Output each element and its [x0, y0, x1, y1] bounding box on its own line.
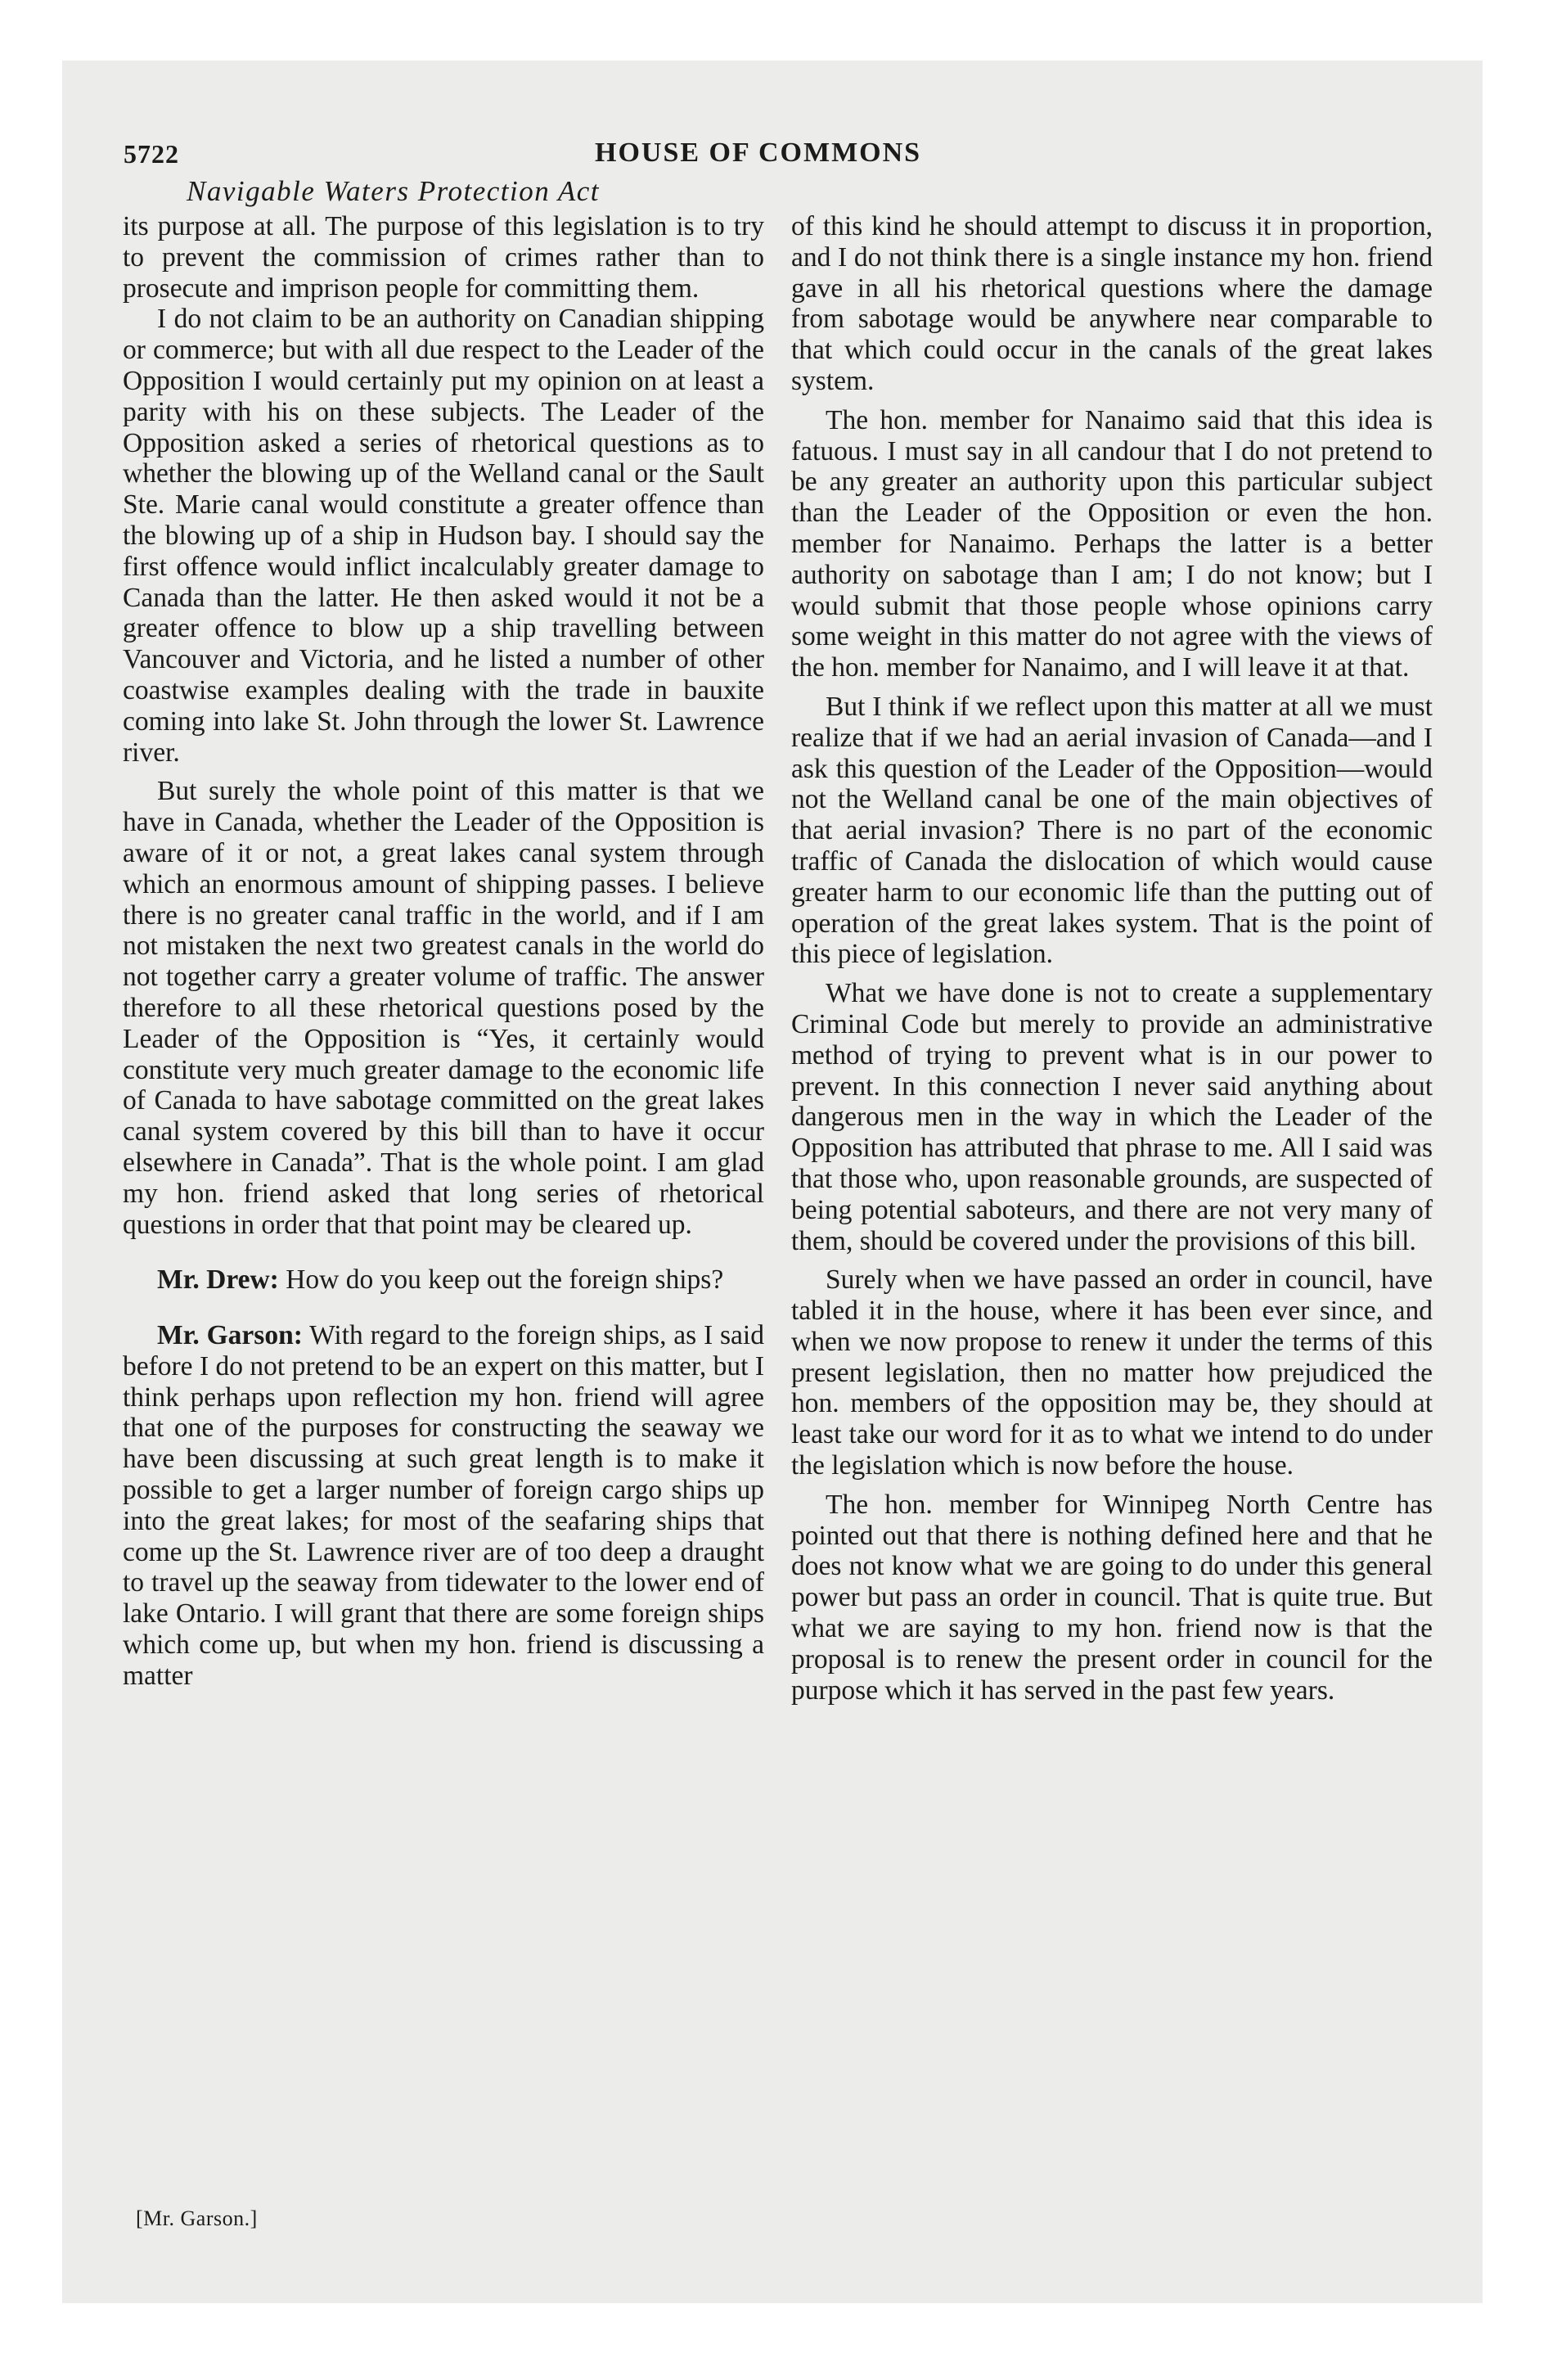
- page-title: HOUSE OF COMMONS: [595, 137, 922, 168]
- speech-text: With regard to the foreign ships, as I said before I do not pretend to be an expert on this matter, but I think perhaps upon reflection my hon. friend will agree that one of the purposes for constructing the seaway we have been discussing at such great length is to make it possible to get a larger number of foreign cargo ships up into the great lakes; for most of the seafaring ships that come up the St. Lawrence river are of too deep a draught to travel up the seaway from tidewater to the lower end of lake Ontario. I will grant that there are some foreign ships which come up, but when my hon. friend is discussing a matter: [123, 1320, 764, 1691]
- speaker-name: Mr. Drew:: [157, 1264, 279, 1296]
- paragraph: The hon. member for Winnipeg North Centre has pointed out that there is nothing defined here and that he does not know what we are going to do under this general power but pass an order in council. That is quite true. But what we are saying to my hon. friend now is that the proposal is to renew the present order in council for the purpose which it has served in the past few years.: [791, 1489, 1433, 1706]
- page-header: [124, 129, 1433, 178]
- paragraph: But I think if we reflect upon this matter at all we must realize that if we had an aerial invasion of Canada—and I ask this question of the Leader of the Opposition—would not the Welland canal be one of the main objectives of that aerial invasion? There is no part of the economic traffic of Canada the dislocation of which would cause greater harm to our economic life than the putting out of operation of the great lakes system. That is the point of this piece of legislation.: [791, 691, 1433, 970]
- right-column: [791, 211, 1433, 1706]
- paragraph: its purpose at all. The purpose of this legislation is to try to prevent the commission of crimes rather than to prosecute and imprison people for committing them.: [123, 211, 764, 304]
- paragraph: of this kind he should attempt to discuss it in proportion, and I do not think there is a single instance my hon. friend gave in all his rhetorical questions where the damage from sabotage would be anywhere near comparable to that which could occur in the canals of the great lakes system.: [791, 211, 1433, 396]
- speaker-name: Mr. Garson:: [157, 1320, 303, 1351]
- page-number: 5722: [124, 139, 179, 169]
- speaker-attribution: [Mr. Garson.]: [136, 2206, 258, 2230]
- speech-drew: [123, 1264, 764, 1296]
- paragraph: What we have done is not to create a supplementary Criminal Code but merely to provide an administrative method of trying to prevent what is in our power to prevent. In this connection I never said anything about dangerous men in the way in which the Leader of the Opposition has attributed that phrase to me. All I said was that those who, upon reasonable grounds, are suspected of being potential saboteurs, and there are not very many of them, should be covered under the provisions of this bill.: [791, 978, 1433, 1256]
- paragraph: But surely the whole point of this matter is that we have in Canada, whether the Leader of the Opposition is aware of it or not, a great lakes canal system through which an enormous amount of shipping passes. I believe there is no greater canal traffic in the world, and if I am not mistaken the next two greatest canals in the world do not together carry a greater volume of traffic. The answer therefore to all these rhetorical questions posed by the Leader of the Opposition is “Yes, it certainly would constitute very much greater damage to the economic life of Canada to have sabotage committed on the great lakes canal system covered by this bill than to have it occur elsewhere in Canada”. That is the whole point. I am glad my hon. friend asked that long series of rhetorical questions in order that that point may be cleared up.: [123, 776, 764, 1240]
- paragraph: Surely when we have passed an order in council, have tabled it in the house, where it has been ever since, and when we now propose to renew it under the terms of this present legislation, then no matter how prejudiced the hon. members of the opposition may be, they should at least take our word for it as to what we intend to do under the legislation which is now before the house.: [791, 1264, 1433, 1481]
- left-column: [123, 211, 764, 1692]
- speech-text: How do you keep out the foreign ships?: [286, 1264, 724, 1296]
- running-head: Navigable Waters Protection Act: [187, 175, 601, 207]
- paragraph: I do not claim to be an authority on Canadian shipping or commerce; but with all due respect to the Leader of the Opposition I would certainly put my opinion on at least a parity with his on these subjects. The Leader of the Opposition asked a series of rhetorical questions as to whether the blowing up of the Welland canal or the Sault Ste. Marie canal would constitute a greater offence than the blowing up of a ship in Hudson bay. I should say the first offence would inflict incalculably greater damage to Canada than the latter. He then asked would it not be a greater offence to blow up a ship travelling between Vancouver and Victoria, and he listed a number of other coastwise examples dealing with the trade in bauxite coming into lake St. John through the lower St. Lawrence river.: [123, 304, 764, 768]
- paragraph: The hon. member for Nanaimo said that this idea is fatuous. I must say in all candour that I do not pretend to be any greater an authority upon this particular subject than the Leader of the Opposition or even the hon. member for Nanaimo. Perhaps the latter is a better authority on sabotage than I am; I do not know; but I would submit that those people whose opinions carry some weight in this matter do not agree with the views of the hon. member for Nanaimo, and I will leave it at that.: [791, 404, 1433, 683]
- speech-garson: [123, 1320, 764, 1692]
